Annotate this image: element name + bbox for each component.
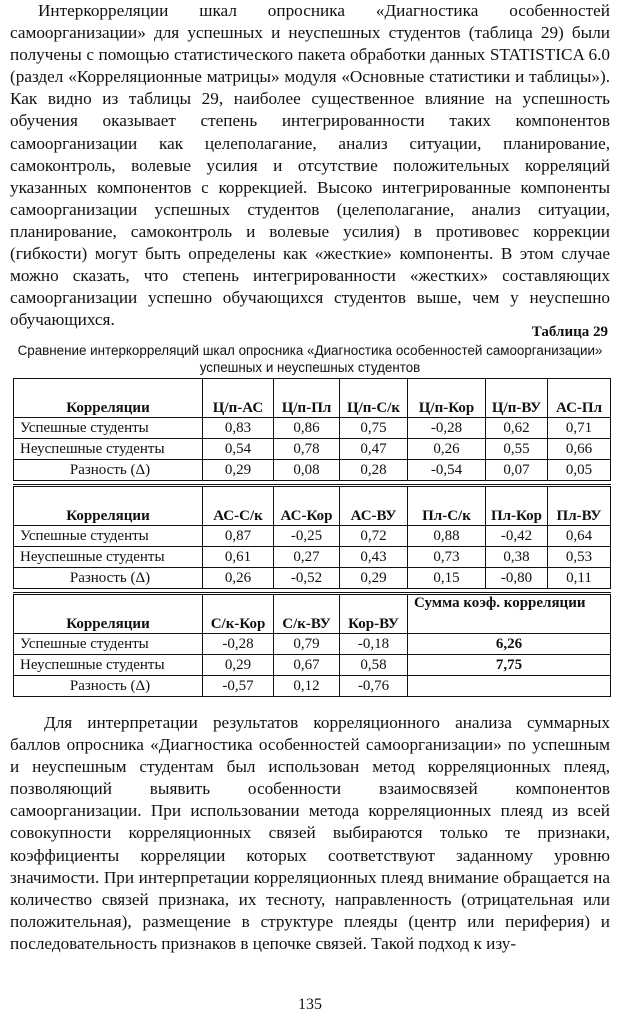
cell: 0,11 (548, 568, 611, 589)
correlation-table-3 (13, 592, 611, 697)
cell: 0,38 (486, 547, 548, 568)
cell: 0,47 (340, 439, 408, 460)
header-cell: АС-Кор (274, 486, 340, 526)
row-label: Неуспешные студенты (14, 547, 203, 568)
cell: 0,29 (203, 655, 274, 676)
cell: 0,87 (203, 526, 274, 547)
table-label: Таблица 29 (531, 324, 608, 340)
cell: -0,52 (274, 568, 340, 589)
cell: 0,67 (274, 655, 340, 676)
header-cell: АС-С/к (203, 486, 274, 526)
cell: 0,53 (548, 547, 611, 568)
cell: -0,54 (408, 460, 486, 481)
cell: 0,27 (274, 547, 340, 568)
table-row (14, 634, 611, 655)
cell: -0,80 (486, 568, 548, 589)
header-cell: Пл-Кор (486, 486, 548, 526)
header-cell: Ц/п-АС (203, 379, 274, 418)
cell: 0,05 (548, 460, 611, 481)
cell: -0,25 (274, 526, 340, 547)
row-label: Неуспешные студенты (14, 655, 203, 676)
cell: -0,28 (203, 634, 274, 655)
cell: -0,28 (408, 418, 486, 439)
row-label: Разность (Δ) (14, 460, 203, 481)
header-cell: Кор-ВУ (340, 594, 408, 634)
cell: 0,64 (548, 526, 611, 547)
cell: 0,79 (274, 634, 340, 655)
header-cell: АС-ВУ (340, 486, 408, 526)
correlation-table-2 (13, 484, 611, 589)
row-label: Неуспешные студенты (14, 439, 203, 460)
cell: 0,83 (203, 418, 274, 439)
cell: 0,86 (274, 418, 340, 439)
cell: -0,57 (203, 676, 274, 697)
cell: -0,42 (486, 526, 548, 547)
cell: 0,29 (203, 460, 274, 481)
correlation-tables (13, 378, 610, 697)
analysis-paragraph: Для интерпретации результатов корреляционного анализа суммарных баллов опросника «Диагностика особенностей самоорганизации» по успешным и неуспешным студентам был использован метод корреляционных плеяд, позволяющий выявить особенности взаимосвязей компонентов самоорганизации. При использовании метода корреляционных плеяд из всей совокупности корреляционных связей выбираются только те признаки, коэффициенты корреляции которых соответствуют заданному уровню значимости. При интерпретации корреляционных плеяд внимание обращается на количество связей признака, их тесноту, направленность (отрицательная или положительная), размещение в структуре плеяды (центр или периферия) и последовательность признаков в цепочке связей. Такой подход к изу- (10, 713, 610, 953)
cell: -0,18 (340, 634, 408, 655)
header-cell: Корреляции (14, 379, 203, 418)
table-row (14, 568, 611, 589)
header-cell: С/к-ВУ (274, 594, 340, 634)
table-row (14, 526, 611, 547)
header-cell: Корреляции (14, 594, 203, 634)
header-cell: Ц/п-Пл (274, 379, 340, 418)
cell: 0,88 (408, 526, 486, 547)
cell: 0,72 (340, 526, 408, 547)
table-row (14, 547, 611, 568)
header-cell: Ц/п-Кор (408, 379, 486, 418)
header-cell: Корреляции (14, 486, 203, 526)
header-cell: Сумма коэф. корреляции (408, 594, 611, 634)
header-cell: АС-Пл (548, 379, 611, 418)
header-cell: С/к-Кор (203, 594, 274, 634)
cell: 0,07 (486, 460, 548, 481)
row-label: Разность (Δ) (14, 676, 203, 697)
table-row (14, 676, 611, 697)
cell: 0,26 (203, 568, 274, 589)
row-label: Успешные студенты (14, 418, 203, 439)
cell: -0,76 (340, 676, 408, 697)
cell: 0,61 (203, 547, 274, 568)
correlation-table-1 (13, 378, 611, 481)
cell: 0,26 (408, 439, 486, 460)
table-caption: Сравнение интеркорреляций шкал опросника «Диагностика особенностей самоорганизации» успешных и неуспешных студентов (17, 343, 603, 375)
cell: 0,43 (340, 547, 408, 568)
header-cell: Ц/п-С/к (340, 379, 408, 418)
cell: 0,12 (274, 676, 340, 697)
table-row (14, 655, 611, 676)
table-row (14, 460, 611, 481)
cell: 0,08 (274, 460, 340, 481)
table-row (14, 439, 611, 460)
intro-paragraph: Интеркорреляции шкал опросника «Диагностика особенностей самоорганизации» для успешных и неуспешных студентов (таблица 29) были получены с помощью статистического пакета обработки данных STATISTICA 6.0 (раздел «Корреляционные матрицы» модуля «Основные статистики и таблицы»). Как видно из таблицы 29, наиболее существенное влияние на успешность обучения оказывает степень интегрированности таких компонентов самоорганизации как целеполагание, анализ ситуации, планирование, самоконтроль, волевые усилия и отсутствие положительных корреляций указанных компонентов с коррекцией. Высоко интегрированные компоненты самоорганизации успешных студентов (целеполагание, анализ ситуации, планирование, самоконтроль и волевые усилия) в противовес коррекции (гибкости) могут быть определены как «жесткие» компоненты. В этом случае можно сказать, что степень интегрированности «жестких» составляющих самоорганизации успешно обучающихся студентов выше, чем у неуспешно обучающихся. (10, 1, 610, 330)
cell: 0,58 (340, 655, 408, 676)
cell: 0,75 (340, 418, 408, 439)
cell: 0,73 (408, 547, 486, 568)
page-number: 135 (298, 996, 322, 1013)
cell: 0,28 (340, 460, 408, 481)
cell: 0,54 (203, 439, 274, 460)
row-label: Успешные студенты (14, 634, 203, 655)
cell: 7,75 (408, 655, 611, 676)
table-row (14, 418, 611, 439)
cell: 6,26 (408, 634, 611, 655)
row-label: Разность (Δ) (14, 568, 203, 589)
cell: 0,66 (548, 439, 611, 460)
header-cell: Пл-С/к (408, 486, 486, 526)
row-label: Успешные студенты (14, 526, 203, 547)
header-cell: Пл-ВУ (548, 486, 611, 526)
cell: 0,29 (340, 568, 408, 589)
cell (408, 676, 611, 697)
cell: 0,78 (274, 439, 340, 460)
cell: 0,62 (486, 418, 548, 439)
cell: 0,71 (548, 418, 611, 439)
cell: 0,55 (486, 439, 548, 460)
header-cell: Ц/п-ВУ (486, 379, 548, 418)
cell: 0,15 (408, 568, 486, 589)
